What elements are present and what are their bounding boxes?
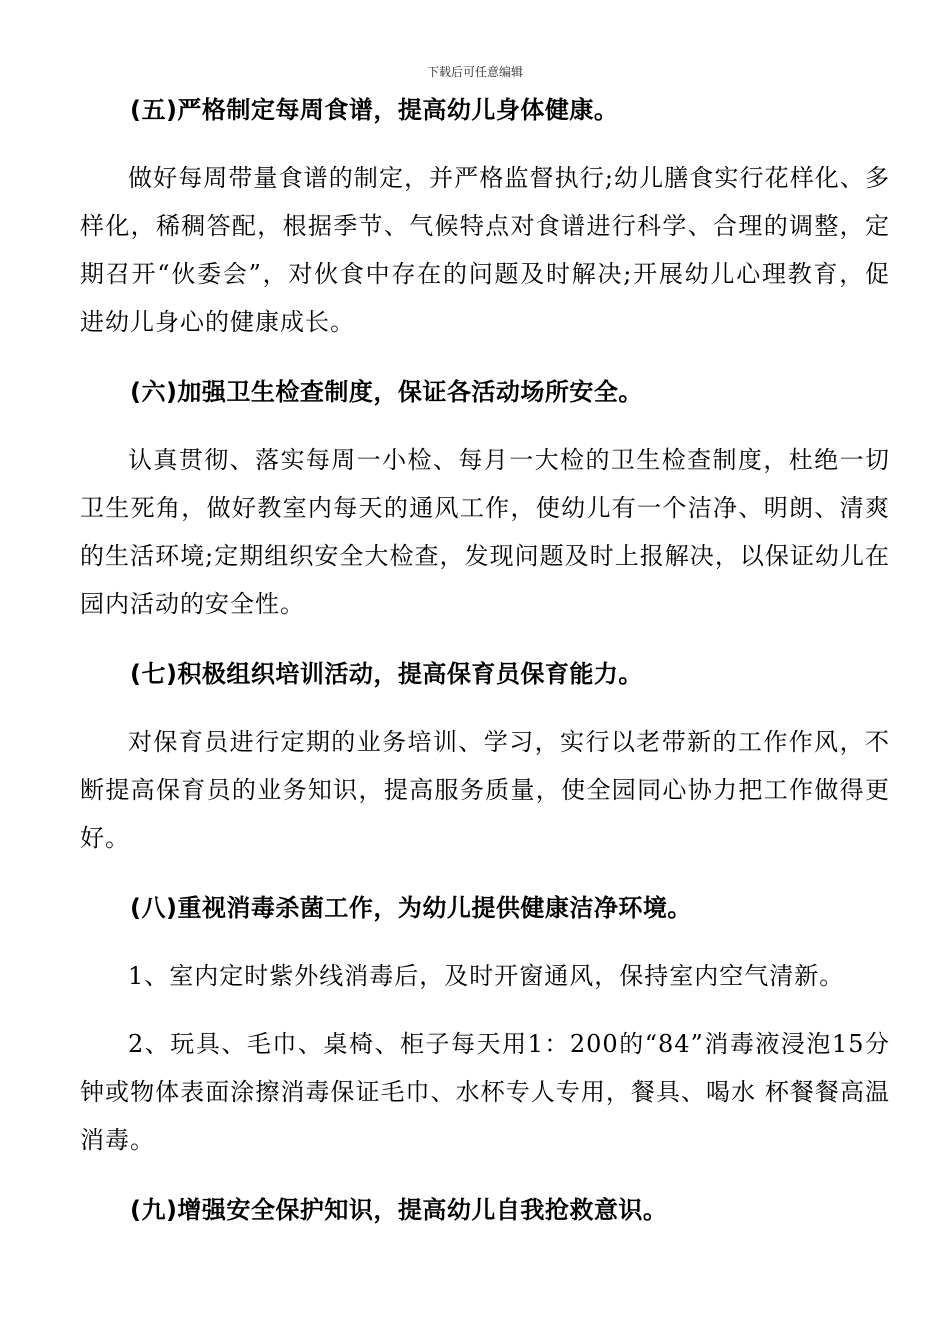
section-heading-7: (七)积极组织培训活动，提高保育员保育能力。 <box>130 660 643 688</box>
page-header: 下载后可任意编辑 <box>426 65 523 79</box>
section-7-paragraph: 对保育员进行定期的业务培训、学习，实行以老带新的工作作风，不断提高保育员的业务知识，提高服务质量，使全园同心协力把工作做得更好。 <box>80 728 890 852</box>
section-8-item-2: 2、玩具、毛巾、桌椅、柜子每天用1：200的“84”消毒液浸泡15分钟或物体表面涂擦消毒保证毛巾、水杯专人专用，餐具、喝水 杯餐餐高温消毒。 <box>80 1030 890 1154</box>
document-body <box>80 88 890 1232</box>
section-heading-9: (九)增强安全保护知识，提高幼儿自我抢救意识。 <box>130 1196 668 1224</box>
section-8-item-1: 1、室内定时紫外线消毒后，及时开窗通风，保持室内空气清新。 <box>128 962 845 990</box>
section-6-paragraph: 认真贯彻、落实每周一小检、每月一大检的卫生检查制度，杜绝一切卫生死角，做好教室内每天的通风工作，使幼儿有一个洁净、明朗、清爽的生活环境;定期组织安全大检查，发现问题及时上报解决，以保证幼儿在园内活动的安全性。 <box>80 446 890 618</box>
section-5-paragraph: 做好每周带量食谱的制定，并严格监督执行;幼儿膳食实行花样化、多样化，稀稠答配，根据季节、气候特点对食谱进行科学、合理的调整，定期召开“伙委会”，对伙食中存在的问题及时解决;开展幼儿心理教育，促进幼儿身心的健康成长。 <box>80 164 890 336</box>
section-heading-8: (八)重视消毒杀菌工作，为幼儿提供健康洁净环境。 <box>130 894 692 922</box>
section-heading-5: (五)严格制定每周食谱，提高幼儿身体健康。 <box>130 96 619 124</box>
section-heading-6: (六)加强卫生检查制度，保证各活动场所安全。 <box>130 378 643 406</box>
